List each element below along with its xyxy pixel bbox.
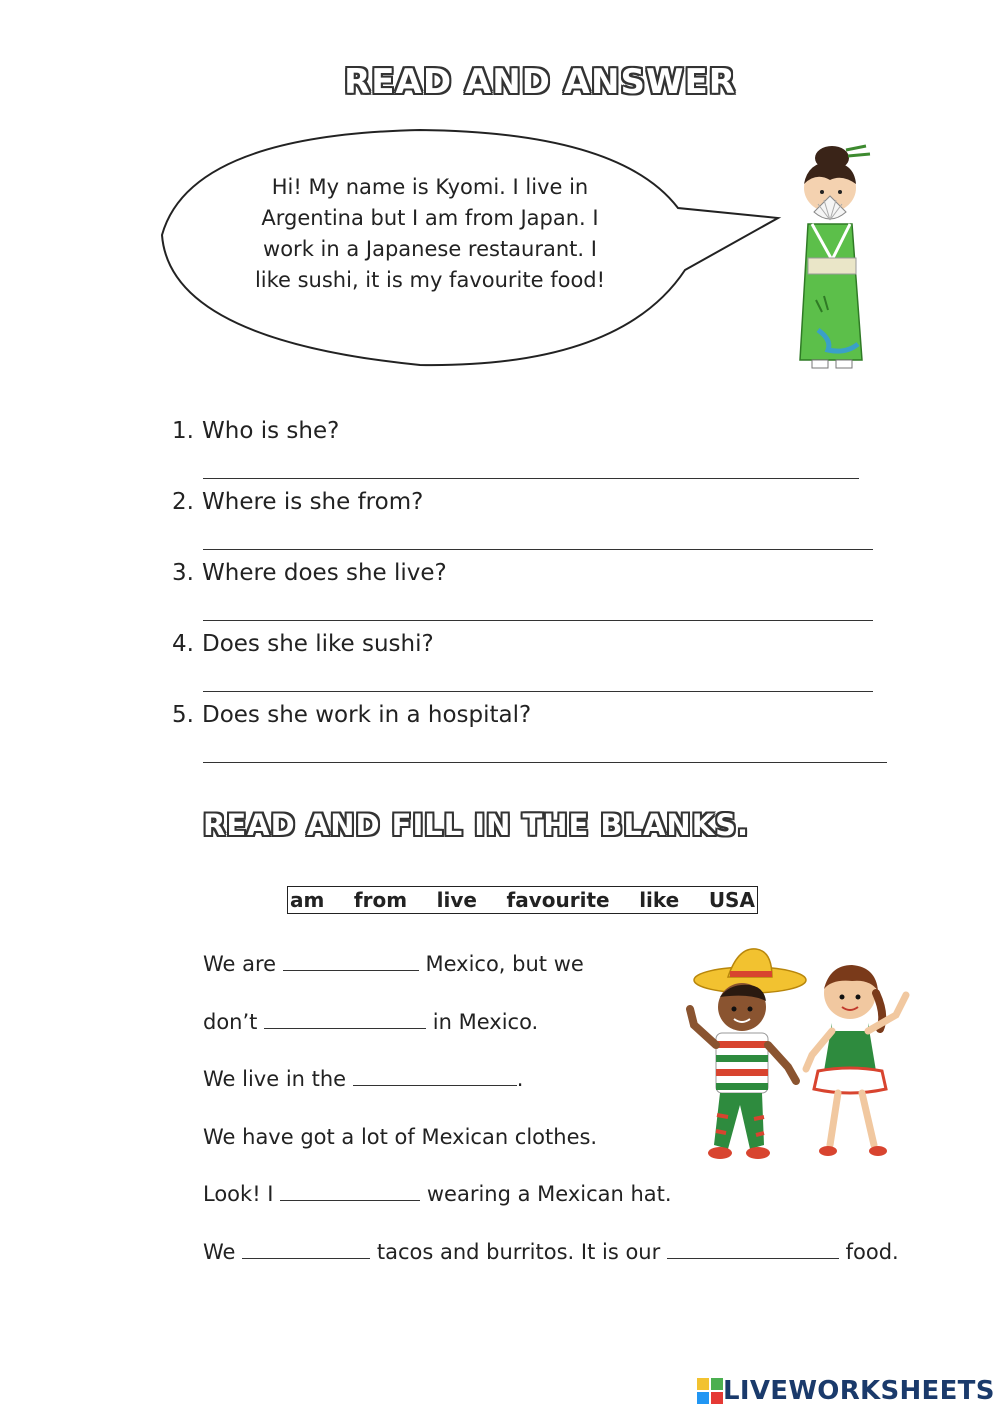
blank-1[interactable] — [283, 954, 419, 971]
word-bank-item: USA — [708, 888, 755, 912]
answer-line-2[interactable] — [203, 549, 873, 550]
word-bank-item: live — [436, 888, 477, 912]
section-title-fill-blanks: READ AND FILL IN THE BLANKS. — [203, 808, 750, 842]
mexican-children-illustration — [680, 945, 930, 1170]
word-bank-item: am — [290, 888, 325, 912]
question-3: 3. Where does she live? — [172, 560, 447, 586]
logo-icon — [697, 1378, 723, 1404]
blank-4[interactable] — [280, 1184, 420, 1201]
fill-sentence-3: We live in the . — [203, 1067, 524, 1091]
section-title-read-and-answer: READ AND ANSWER — [344, 62, 736, 102]
fill-sentence-2: don’t in Mexico. — [203, 1010, 539, 1034]
blank-5[interactable] — [242, 1242, 370, 1259]
fill-sentence-1: We are Mexico, but we — [203, 952, 584, 976]
answer-line-1[interactable] — [203, 478, 859, 479]
answer-line-3[interactable] — [203, 620, 873, 621]
blank-6[interactable] — [667, 1242, 839, 1259]
blank-2[interactable] — [264, 1012, 426, 1029]
liveworksheets-logo: LIVEWORKSHEETS — [697, 1376, 995, 1406]
speech-bubble-text: Hi! My name is Kyomi. I live in Argentina but I am from Japan. I work in a Japanese restaurant. I like sushi, it is my favourite food! — [254, 175, 606, 292]
question-1: 1. Who is she? — [172, 418, 340, 444]
word-bank-item: from — [353, 888, 408, 912]
fill-sentence-6: We tacos and burritos. It is our food. — [203, 1240, 899, 1264]
word-bank — [287, 886, 758, 914]
question-2: 2. Where is she from? — [172, 489, 424, 515]
fill-sentence-4: We have got a lot of Mexican clothes. — [203, 1125, 598, 1149]
answer-line-4[interactable] — [203, 691, 873, 692]
question-5: 5. Does she work in a hospital? — [172, 702, 532, 728]
answer-line-5[interactable] — [203, 762, 887, 763]
word-bank-item: favourite — [506, 888, 610, 912]
word-bank-item: like — [639, 888, 680, 912]
kimono-girl-illustration — [788, 140, 888, 380]
fill-sentence-5: Look! I wearing a Mexican hat. — [203, 1182, 672, 1206]
question-4: 4. Does she like sushi? — [172, 631, 434, 657]
blank-3[interactable] — [353, 1069, 517, 1086]
